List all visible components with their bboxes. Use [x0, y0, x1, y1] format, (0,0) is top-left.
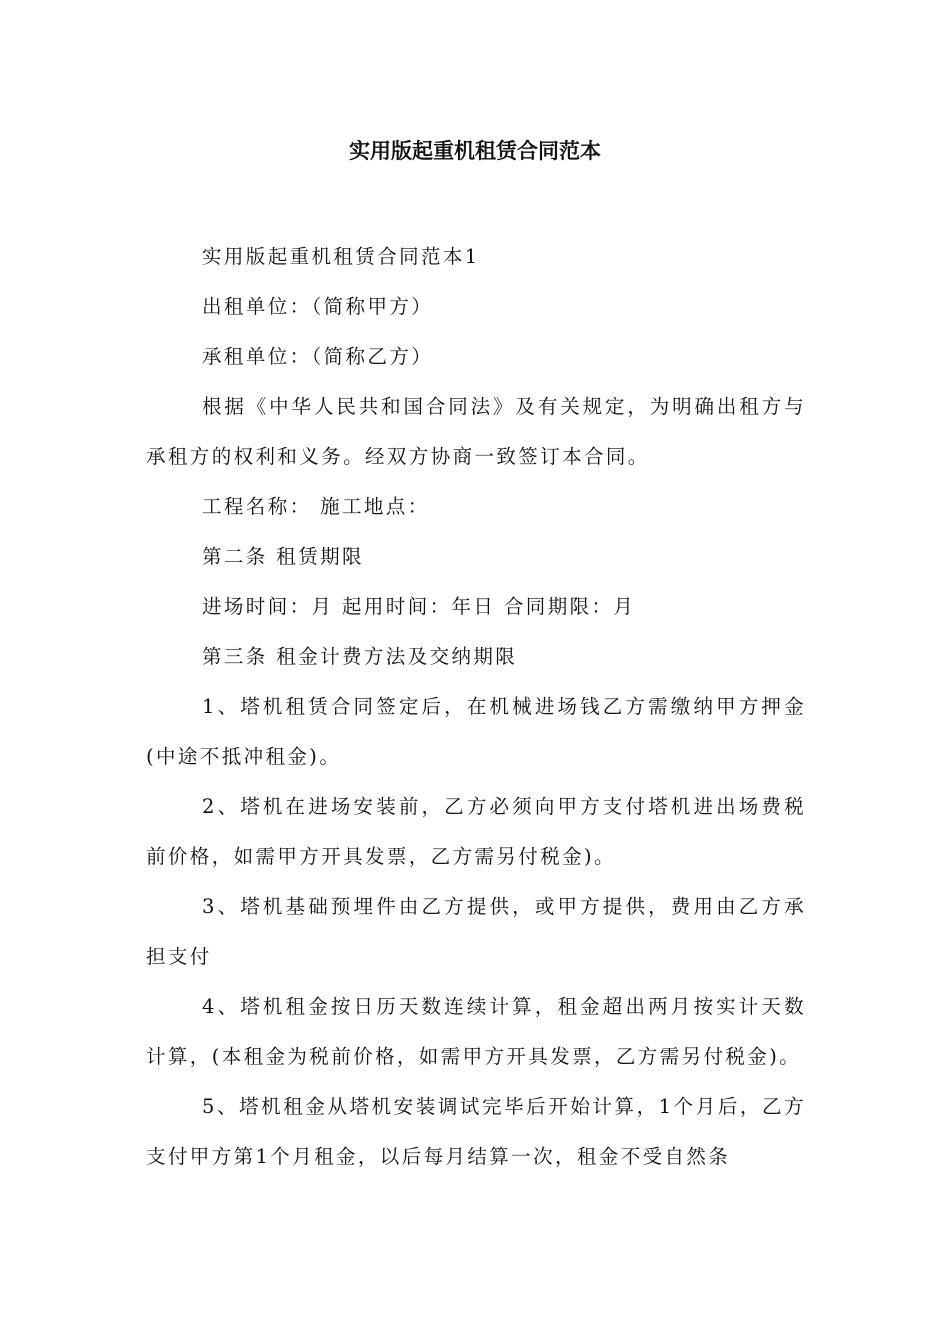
paragraph-lessee: 承租单位：（简称乙方）: [202, 345, 434, 368]
paragraph-preamble: 根据《中华人民共和国合同法》及有关规定，为明确出租方与承租方的权利和义务。经双方协商一致签订本合同。: [146, 395, 806, 468]
paragraph-article-2-dates: 进场时间：月 起用时间：年日 合同期限：月: [202, 595, 636, 618]
paragraph-article-2-heading: 第二条 租赁期限: [202, 545, 364, 568]
paragraph-project: 工程名称： 施工地点：: [202, 495, 430, 518]
document-body: [146, 232, 806, 1182]
paragraph-subtitle: 实用版起重机租赁合同范本1: [202, 245, 480, 268]
document-title: 实用版起重机租赁合同范本: [349, 139, 601, 163]
paragraph-article-3-heading: 第三条 租金计费方法及交纳期限: [202, 645, 518, 668]
paragraph-clause-2: 2、塔机在进场安装前，乙方必须向甲方支付塔机进出场费税前价格，如需甲方开具发票，乙方需另付税金)。: [146, 795, 806, 868]
paragraph-clause-3: 3、塔机基础预埋件由乙方提供，或甲方提供，费用由乙方承担支付: [146, 895, 806, 968]
paragraph-clause-5: 5、塔机租金从塔机安装调试完毕后开始计算，1个月后，乙方支付甲方第1个月租金，以后每月结算一次，租金不受自然条: [146, 1095, 806, 1168]
paragraph-lessor: 出租单位：（简称甲方）: [202, 295, 434, 318]
paragraph-clause-1: 1、塔机租赁合同签定后，在机械进场钱乙方需缴纳甲方押金(中途不抵冲租金)。: [146, 695, 806, 768]
paragraph-clause-4: 4、塔机租金按日历天数连续计算，租金超出两月按实计天数计算，(本租金为税前价格，如需甲方开具发票，乙方需另付税金)。: [146, 995, 806, 1068]
